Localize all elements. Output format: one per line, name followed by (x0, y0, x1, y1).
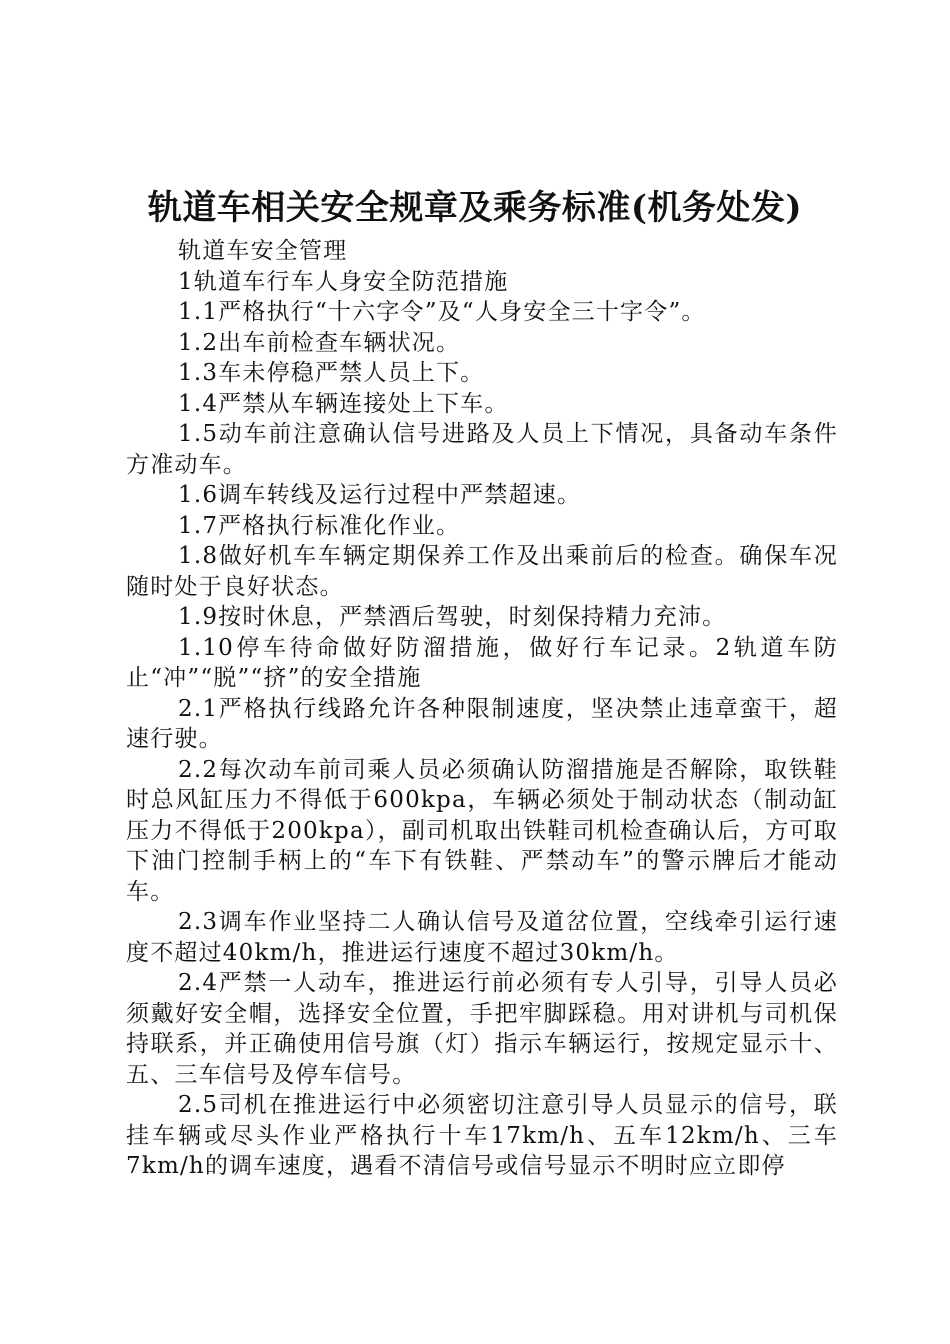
paragraph: 1.6调车转线及运行过程中严禁超速。 (178, 482, 582, 508)
paragraph: 2.4严禁一人动车，推进运行前必须有专人引导，引导人员必须戴好安全帽，选择安全位置，手把牢脚踩稳。用对讲机与司机保持联系，并正确使用信号旗（灯）指示车辆运行，按规定显示十、五、三车信号及停车信号。 (126, 970, 838, 1088)
paragraph: 1.5动车前注意确认信号进路及人员上下情况，具备动车条件方准动车。 (126, 421, 838, 478)
document-title: 轨道车相关安全规章及乘务标准(机务处发) (147, 188, 803, 228)
paragraph: 1.9按时休息，严禁酒后驾驶，时刻保持精力充沛。 (178, 604, 727, 630)
paragraph: 2.3调车作业坚持二人确认信号及道岔位置，空线牵引运行速度不超过40km/h，推进运行速度不超过30km/h。 (126, 909, 838, 966)
paragraph: 1.10停车待命做好防溜措施，做好行车记录。2轨道车防止“冲”“脱”“挤”的安全措施 (126, 634, 838, 691)
document-body (126, 236, 838, 1182)
paragraph: 1.2出车前检查车辆状况。 (178, 329, 461, 356)
paragraph: 1.3车未停稳严禁人员上下。 (178, 360, 485, 386)
paragraph: 1.1严格执行“十六字令”及“人身安全三十字令”。 (178, 299, 706, 325)
paragraph: 1.7严格执行标准化作业。 (178, 512, 461, 539)
paragraph: 轨道车安全管理 (178, 238, 348, 264)
paragraph: 2.2每次动车前司乘人员必须确认防溜措施是否解除，取铁鞋时总风缸压力不得低于600kpa，车辆必须处于制动状态（制动缸压力不得低于200kpa），副司机取出铁鞋司机检查确认后，方可取下油门控制手柄上的“车下有铁鞋、严禁动车”的警示牌后才能动车。 (126, 756, 838, 905)
paragraph: 1.4严禁从车辆连接处上下车。 (178, 390, 509, 417)
paragraph: 1.8做好机车车辆定期保养工作及出乘前后的检查。确保车况随时处于良好状态。 (126, 543, 838, 600)
paragraph: 1轨道车行车人身安全防范措施 (178, 268, 509, 295)
paragraph: 2.5司机在推进运行中必须密切注意引导人员显示的信号，联挂车辆或尽头作业严格执行十车17km/h、五车12km/h、三车7km/h的调车速度，遇看不清信号或信号显示不明时应立即停 (126, 1092, 838, 1179)
paragraph: 2.1严格执行线路允许各种限制速度，坚决禁止违章蛮干，超速行驶。 (126, 695, 838, 752)
